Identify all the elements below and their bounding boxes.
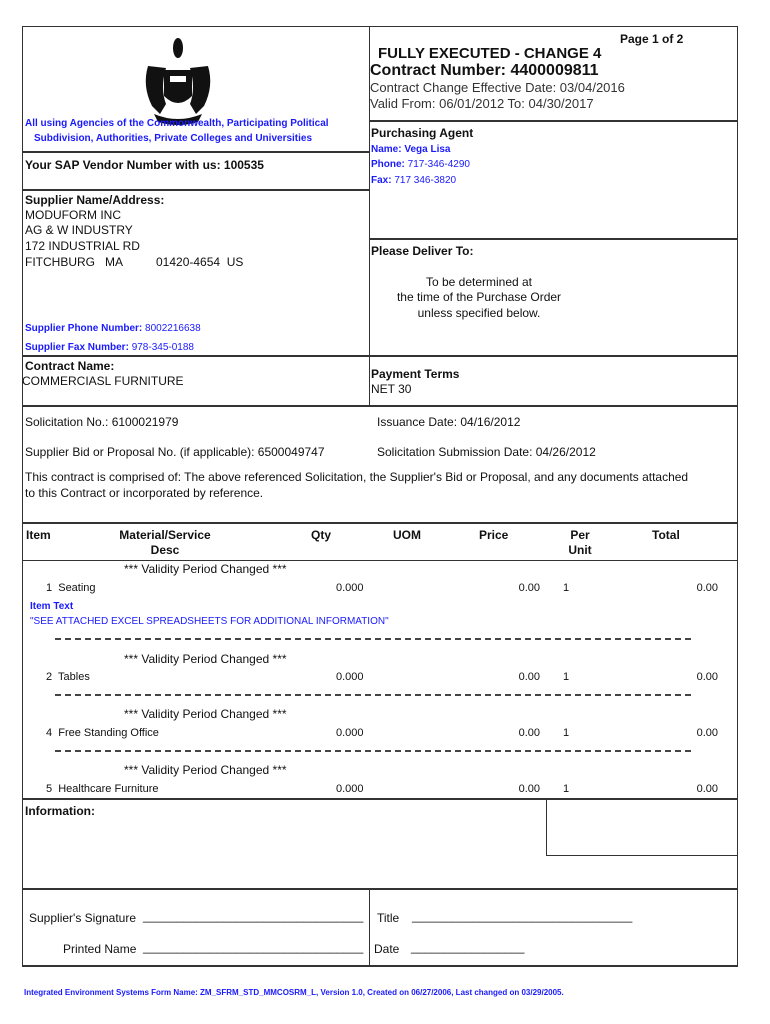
item-desc: 4 Free Standing Office	[46, 727, 159, 739]
information-label: Information:	[25, 804, 95, 818]
qty: 0.000	[336, 783, 364, 795]
col-price: Price	[479, 528, 509, 542]
border-top	[22, 26, 738, 27]
page-indicator: Page 1 of 2	[620, 32, 684, 46]
total: 0.00	[696, 582, 718, 594]
supplier-fax	[25, 342, 194, 353]
solicitation-number: Solicitation No.: 6100021979	[25, 415, 179, 429]
col-uom: UOM	[393, 528, 421, 542]
supplier-line: 172 INDUSTRIAL RD	[25, 239, 140, 253]
col-qty: Qty	[311, 528, 332, 542]
value: 8002216638	[145, 323, 201, 334]
divider	[546, 855, 738, 856]
contract-name-title: Contract Name:	[25, 359, 115, 373]
contract-number: Contract Number: 4400009811	[370, 62, 599, 79]
valid-dates: Valid From: 06/01/2012 To: 04/30/2017	[370, 96, 594, 111]
document-status: FULLY EXECUTED - CHANGE 4	[378, 45, 602, 62]
sap-vendor-number: Your SAP Vendor Number with us: 100535	[25, 158, 264, 172]
row-separator	[55, 638, 691, 640]
value: 978-345-0188	[131, 342, 194, 353]
divider	[22, 355, 738, 357]
deliver-line: the time of the Purchase Order	[396, 290, 562, 304]
divider	[369, 888, 370, 966]
deliver-to-title: Please Deliver To:	[371, 244, 474, 258]
row-separator	[55, 694, 691, 696]
col-total: Total	[652, 528, 680, 542]
fax-label: Fax:	[371, 175, 392, 186]
agencies-line-2: Subdivision, Authorities, Private Colleges and Universities	[34, 133, 313, 144]
divider	[22, 189, 369, 191]
label: Supplier Phone Number:	[25, 323, 143, 334]
supplier-line: FITCHBURG MA	[25, 255, 123, 269]
comprised-line-2: to this Contract or incorporated by reference.	[25, 486, 264, 500]
date-label: Date	[374, 942, 400, 956]
col-per: Per	[570, 528, 590, 542]
item-desc: 5 Healthcare Furniture	[46, 783, 159, 795]
divider	[22, 798, 738, 800]
divider	[22, 405, 738, 407]
supplier-line: AG & W INDUSTRY	[25, 223, 133, 237]
col-item: Item	[26, 528, 51, 542]
supplier-signature-label: Supplier's Signature	[29, 911, 137, 925]
item-desc: 2 Tables	[46, 671, 90, 683]
commonwealth-seal-icon	[140, 36, 216, 126]
submission-date: Solicitation Submission Date: 04/26/2012	[377, 445, 596, 459]
label: Supplier Fax Number:	[25, 342, 129, 353]
payment-terms-title: Payment Terms	[371, 367, 460, 381]
total: 0.00	[696, 671, 718, 683]
price: 0.00	[518, 783, 540, 795]
payment-terms-value: NET 30	[371, 382, 412, 396]
validity-note: *** Validity Period Changed ***	[124, 562, 287, 576]
title-field[interactable]: _________________________________	[412, 909, 633, 923]
price: 0.00	[518, 582, 540, 594]
border-left	[22, 26, 23, 966]
divider	[22, 522, 738, 524]
bid-number: Supplier Bid or Proposal No. (if applicable): 6500049747	[25, 445, 325, 459]
phone-label: Phone:	[371, 159, 405, 170]
divider	[22, 151, 369, 153]
validity-note: *** Validity Period Changed ***	[124, 763, 287, 777]
supplier-line: 01420-4654 US	[156, 255, 244, 269]
border-right	[737, 26, 738, 966]
agent-name: Name: Vega Lisa	[371, 144, 451, 155]
divider	[369, 238, 738, 240]
printed-name-field[interactable]: _________________________________	[143, 940, 364, 954]
divider	[22, 560, 738, 561]
col-desc-2: Desc	[150, 543, 180, 557]
issuance-date: Issuance Date: 04/16/2012	[377, 415, 521, 429]
printed-name-label: Printed Name	[63, 942, 137, 956]
supplier-line: MODUFORM INC	[25, 208, 121, 222]
price: 0.00	[518, 727, 540, 739]
border-bottom	[22, 965, 738, 967]
per: 1	[563, 783, 570, 795]
change-effective-date: Contract Change Effective Date: 03/04/2016	[370, 80, 625, 95]
deliver-line: To be determined at	[425, 275, 533, 289]
divider	[22, 888, 738, 890]
contract-name-value: COMMERCIASL FURNITURE	[22, 374, 184, 388]
divider	[546, 798, 547, 856]
total: 0.00	[696, 783, 718, 795]
validity-note: *** Validity Period Changed ***	[124, 707, 287, 721]
per: 1	[563, 582, 570, 594]
comprised-line-1: This contract is comprised of: The above referenced Solicitation, the Supplier's Bid or Proposal, and any documents attached	[25, 470, 689, 484]
divider	[369, 120, 738, 122]
per: 1	[563, 727, 570, 739]
supplier-title: Supplier Name/Address:	[25, 193, 165, 207]
col-unit: Unit	[568, 543, 592, 557]
deliver-line: unless specified below.	[417, 306, 541, 320]
date-field[interactable]: _________________	[411, 940, 525, 954]
fax-value: 717 346-3820	[394, 175, 457, 186]
title-label: Title	[377, 911, 400, 925]
qty: 0.000	[336, 582, 364, 594]
col-desc: Material/Service	[119, 528, 211, 542]
item-desc: 1 Seating	[46, 582, 96, 594]
form-footer: Integrated Environment Systems Form Name: ZM_SFRM_STD_MMCOSRM_L, Version 1.0, Created on 06/27/2006, Last changed on 03/29/2005.	[24, 988, 564, 997]
row-separator	[55, 750, 691, 752]
qty: 0.000	[336, 671, 364, 683]
agencies-line-1: All using Agencies of the Commonwealth, Participating Political	[25, 118, 329, 129]
qty: 0.000	[336, 727, 364, 739]
validity-note: *** Validity Period Changed ***	[124, 652, 287, 666]
supplier-phone	[25, 323, 201, 334]
agent-fax	[371, 175, 456, 186]
supplier-signature-field[interactable]: _________________________________	[143, 909, 364, 923]
item-text: "SEE ATTACHED EXCEL SPREADSHEETS FOR ADDITIONAL INFORMATION"	[30, 616, 389, 627]
agent-phone	[371, 159, 470, 170]
total: 0.00	[696, 727, 718, 739]
phone-value: 717-346-4290	[407, 159, 470, 170]
price: 0.00	[518, 671, 540, 683]
item-text-label: Item Text	[30, 601, 74, 612]
purchasing-agent-title: Purchasing Agent	[371, 126, 474, 140]
per: 1	[563, 671, 570, 683]
